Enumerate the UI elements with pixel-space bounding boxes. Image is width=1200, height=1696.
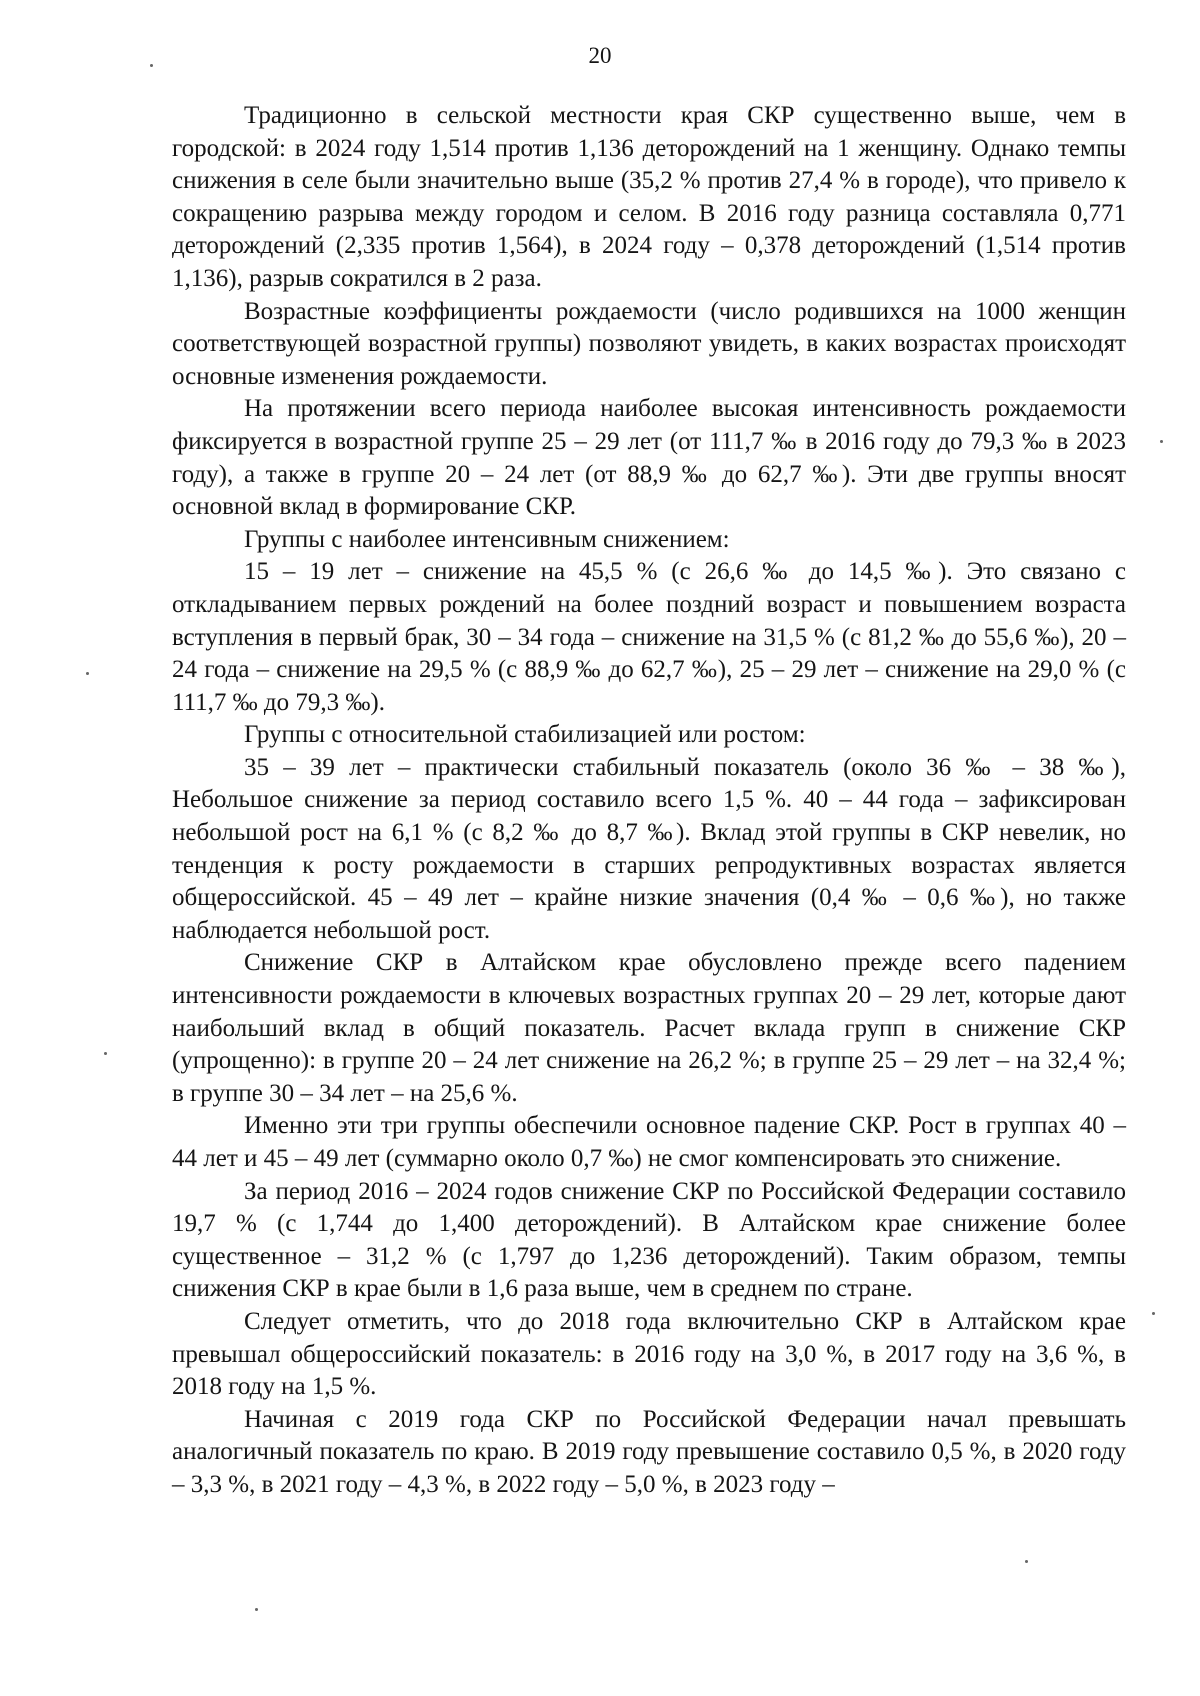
heading-stable-growth-groups: Группы с относительной стабилизацией или ростом: <box>244 721 806 749</box>
paragraph-stable-growth-details: 35 – 39 лет – практически стабильный показатель (около 36 ‰ – 38 ‰), Небольшое снижение за период составило всего 1,5 %. 40 – 44 года – зафиксирован небольшой рост на 6,1 % (с 8,2 ‰ до 8,7 ‰). Вклад этой группы в СКР невелик, но тенденция к росту рождаемости в старших репродуктивных возрастах является общероссийской. 45 – 49 лет – крайне низкие значения (0,4 ‰ – 0,6 ‰), но также наблюдается небольшой рост. <box>172 753 1126 944</box>
paragraph-peak-age-groups: На протяжении всего периода наиболее высокая интенсивность рождаемости фиксируется в возрастной группе 25 – 29 лет (от 111,7 ‰ в 2016 году до 79,3 ‰ в 2023 году), а также в группе 20 – 24 лет (от 88,9 ‰ до 62,7 ‰). Эти две группы вносят основной вклад в формирование СКР. <box>172 395 1126 521</box>
scan-speck <box>255 1608 258 1611</box>
heading-intensive-decline-groups: Группы с наиболее интенсивным снижением: <box>244 525 730 553</box>
paragraph-three-groups: Именно эти три группы обеспечили основное падение СКР. Рост в группах 40 – 44 лет и 45 – 49 лет (суммарно около 0,7 ‰) не смог компенсировать это снижение. <box>172 1112 1126 1172</box>
scan-speck <box>150 64 153 67</box>
paragraph-russia-comparison: За период 2016 – 2024 годов снижение СКР по Российской Федерации составило 19,7 % (с 1,744 до 1,400 деторождений). В Алтайском крае снижение более существенное – 31,2 % (с 1,797 до 1,236 деторождений). Таким образом, темпы снижения СКР в крае были в 1,6 раза выше, чем в среднем по стране. <box>172 1177 1126 1303</box>
scan-speck <box>1025 1560 1028 1563</box>
paragraph-intensive-decline-details: 15 – 19 лет – снижение на 45,5 % (с 26,6 ‰ до 14,5 ‰). Это связано с откладыванием первых рождений на более поздний возраст и повышением возраста вступления в первый брак, 30 – 34 года – снижение на 31,5 % (с 81,2 ‰ до 55,6 ‰), 20 – 24 года – снижение на 29,5 % (с 88,9 ‰ до 62,7 ‰), 25 – 29 лет – снижение на 29,0 % (с 111,7 ‰ до 79,3 ‰). <box>172 558 1126 716</box>
document-body <box>172 100 1126 1502</box>
paragraph-since-2019: Начиная с 2019 года СКР по Российской Федерации начал превышать аналогичный показатель по краю. В 2019 году превышение составило 0,5 %, в 2020 году – 3,3 %, в 2021 году – 4,3 %, в 2022 году – 5,0 %, в 2023 году – <box>172 1405 1126 1498</box>
paragraph-before-2018: Следует отметить, что до 2018 года включительно СКР в Алтайском крае превышал общероссийский показатель: в 2016 году на 3,0 %, в 2017 году на 3,6 %, в 2018 году на 1,5 %. <box>172 1307 1126 1401</box>
paragraph-decline-causes: Снижение СКР в Алтайском крае обусловлено прежде всего падением интенсивности рождаемости в ключевых возрастных группах 20 – 29 лет, которые дают наибольший вклад в общий показатель. Расчет вклада групп в снижение СКР (упрощенно): в группе 20 – 24 лет снижение на 26,2 %; в группе 25 – 29 лет – на 32,4 %; в группе 30 – 34 лет – на 25,6 %. <box>172 949 1126 1107</box>
scan-speck <box>1160 440 1163 443</box>
paragraph-urban-rural-tfr: Традиционно в сельской местности края СКР существенно выше, чем в городской: в 2024 году 1,514 против 1,136 деторождений на 1 женщину. Однако темпы снижения в селе были значительно выше (35,2 % против 27,4 % в городе), что привело к сокращению разрыва между городом и селом. В 2016 году разница составляла 0,771 деторождений (2,335 против 1,564), в 2024 году – 0,378 деторождений (1,514 против 1,136), разрыв сократился в 2 раза. <box>172 102 1126 292</box>
paragraph-age-specific-rates: Возрастные коэффициенты рождаемости (число родившихся на 1000 женщин соответствующей возрастной группы) позволяют увидеть, в каких возрастах происходят основные изменения рождаемости. <box>172 297 1126 390</box>
scan-speck <box>1152 1312 1155 1315</box>
scan-speck <box>104 1052 107 1055</box>
scan-speck <box>86 672 89 675</box>
page-number: 20 <box>588 43 612 68</box>
